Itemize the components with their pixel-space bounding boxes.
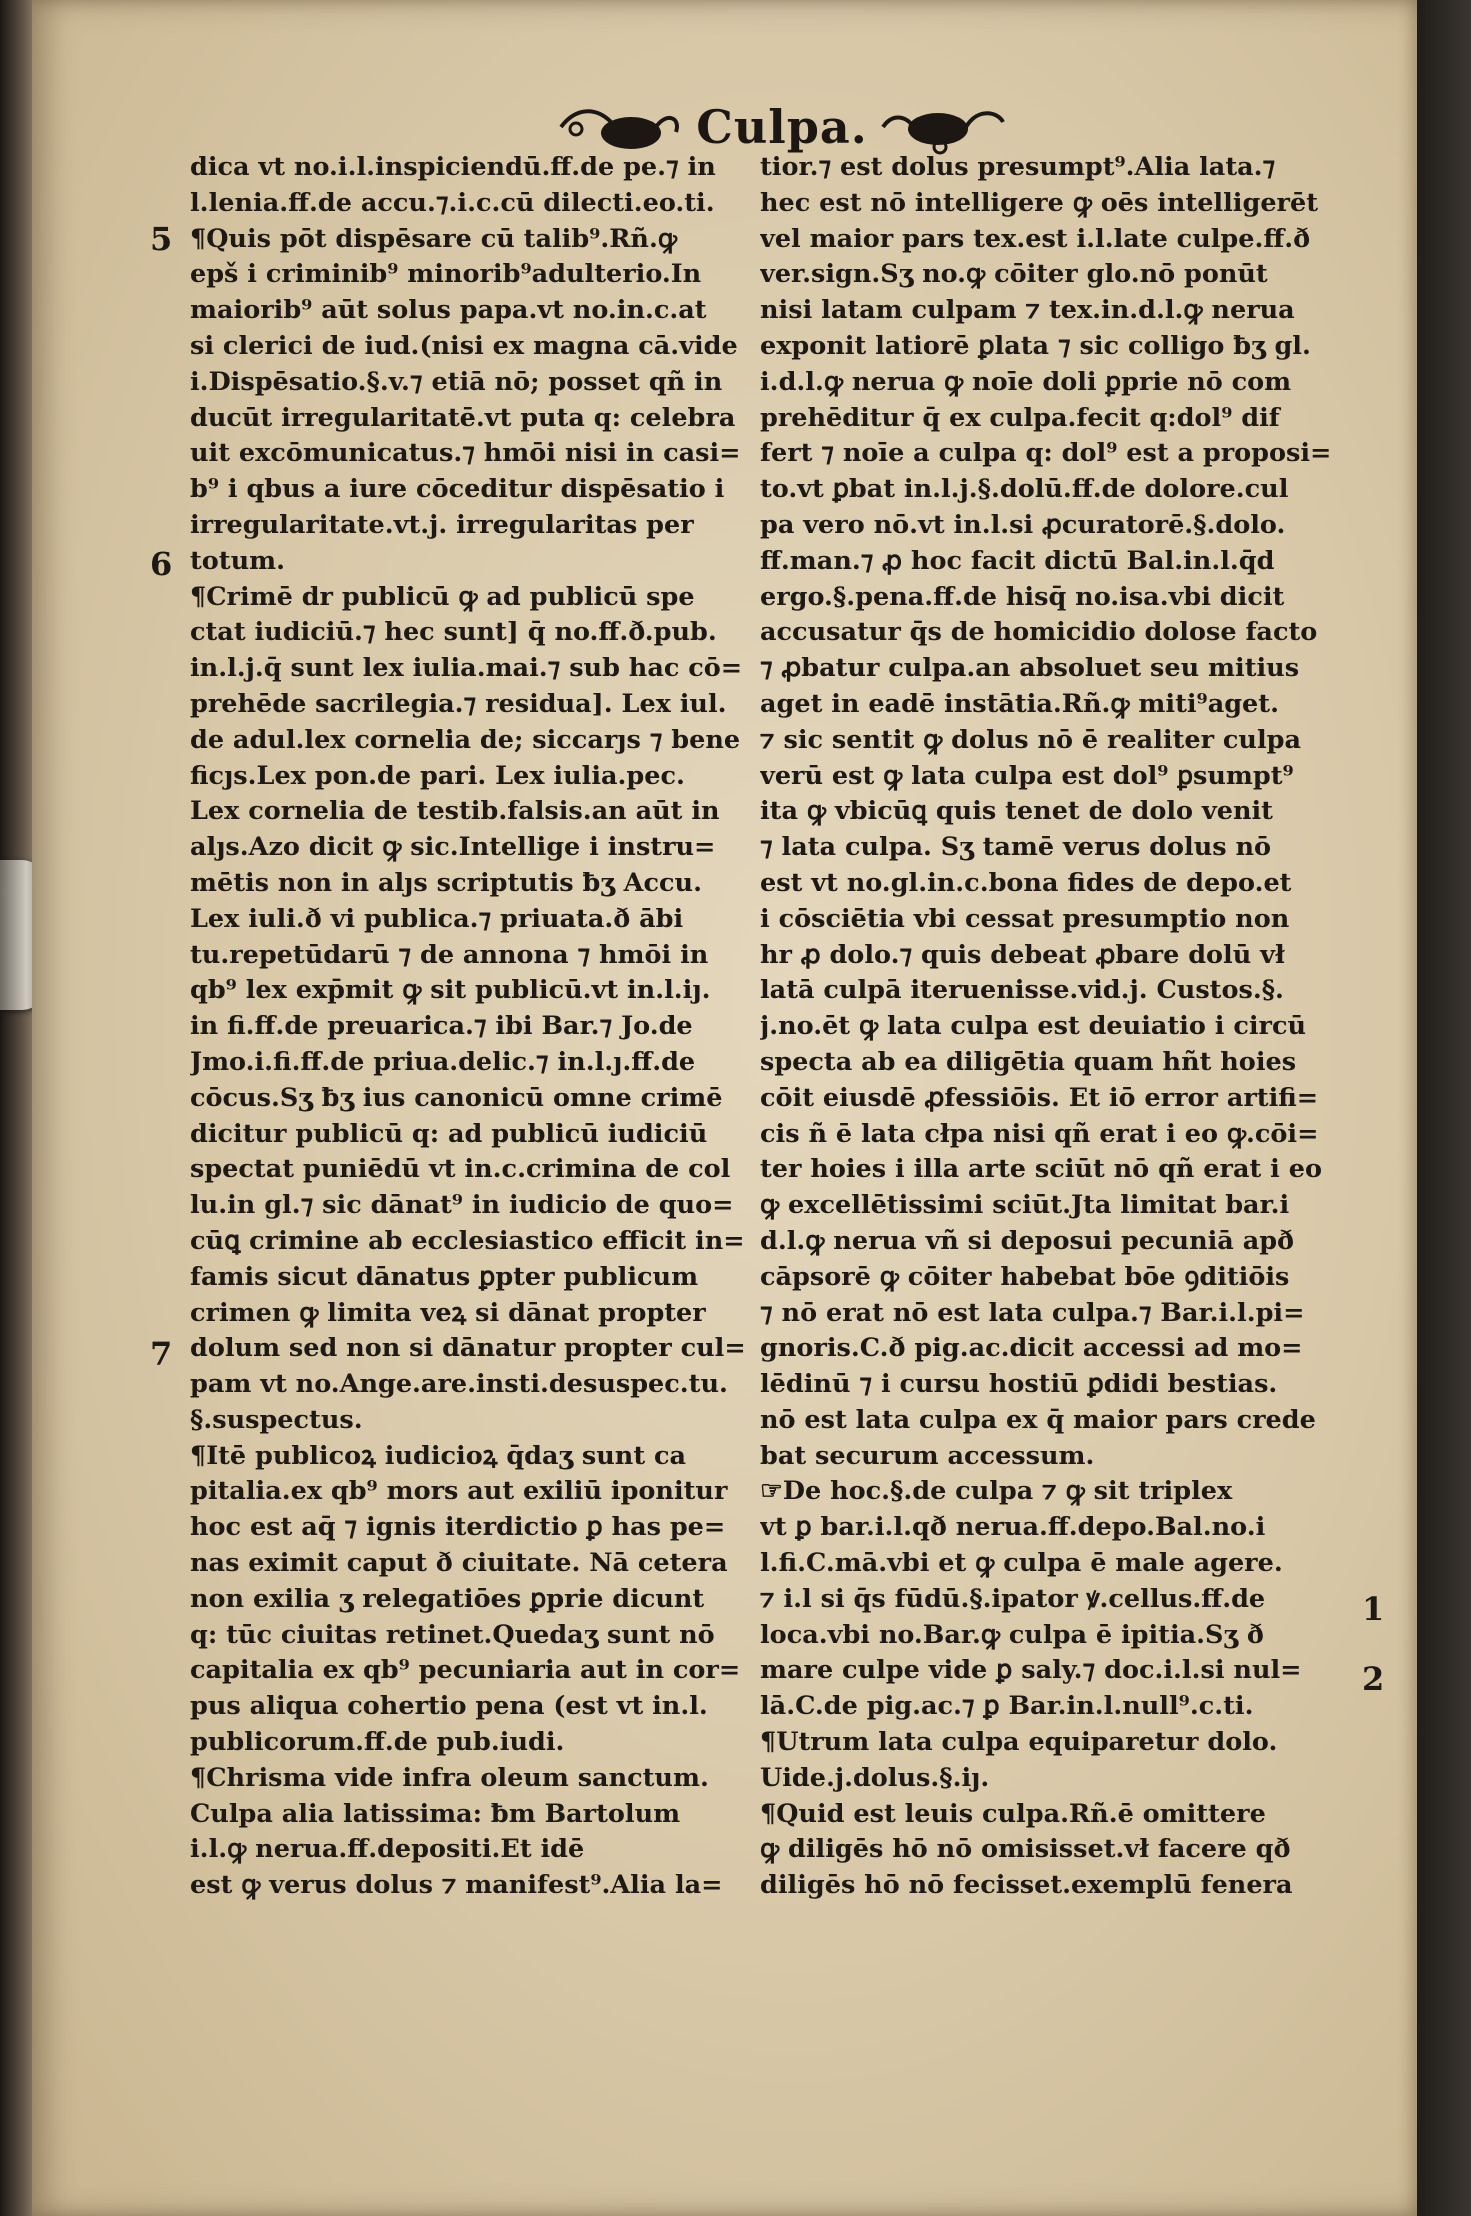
text-line: nisi latam culpam ⁊ tex.in.d.l.ꝙ nerua	[760, 295, 1295, 326]
text-line: exponit latiorē ꝑlata ⁊ sic colligo ƀʒ gl.	[760, 330, 1311, 361]
margin-number: 7	[150, 1335, 173, 1373]
text-line: ¶Quis pōt dispēsare cū talib⁹.Rñ.ꝙ	[190, 223, 677, 254]
right-ornament-icon	[878, 97, 1008, 157]
text-line: d.l.ꝙ nerua vñ si deposui pecuniā apð	[760, 1225, 1295, 1256]
text-line: latā culpā iteruenisse.vid.j. Custos.§.	[760, 975, 1284, 1006]
text-line: i.l.ꝙ nerua.ff.depositi.Et idē	[190, 1834, 585, 1865]
margin-number: 5	[150, 220, 173, 258]
text-line: aget in eadē instātia.Rñ.ꝙ miti⁹aget.	[760, 688, 1279, 719]
text-line: tior.⁊ est dolus presumpt⁹.Alia lata.⁊	[760, 152, 1276, 182]
text-line: Uide.j.dolus.§.iȷ.	[760, 1762, 990, 1793]
text-line: hec est nō intelligere ꝙ oēs intelligerēt	[760, 187, 1318, 218]
left-ornament-icon	[556, 97, 686, 157]
text-line: i.Dispēsatio.§.v.⁊ etiā nō; posset qñ in	[190, 366, 723, 397]
text-line: b⁹ i qbus a iure cōceditur dispēsatio i	[190, 474, 725, 505]
text-line: §.suspectus.	[190, 1404, 363, 1435]
text-line: ver.sign.Sʒ no.ꝙ cōiter glo.nō ponūt	[760, 259, 1268, 290]
text-line: dolum sed non si dānatur propter cul=	[190, 1333, 746, 1364]
margin-number: 6	[150, 545, 173, 583]
text-line: diligēs hō nō fecisset.exemplū fenera	[760, 1870, 1293, 1901]
text-line: cōit eiusdē ꝓfessiōis. Et iō error artifi=	[760, 1082, 1319, 1113]
text-line: in fi.ff.de preuarica.⁊ ibi Bar.⁊ Jo.de	[190, 1011, 693, 1042]
text-line: cūꝗ crimine ab ecclesiastico efficit in=	[190, 1225, 745, 1256]
text-line: dica vt no.i.l.inspiciendū.ff.de pe.⁊ in	[190, 152, 716, 182]
text-line: capitalia ex qb⁹ pecuniaria aut in cor=	[190, 1655, 741, 1686]
text-line: ctat iudiciū.⁊ hec sunt] q̄ no.ff.ð.pub.	[190, 617, 717, 648]
text-line: ⁊ nō erat nō est lata culpa.⁊ Bar.i.l.pi=	[760, 1297, 1305, 1328]
text-line: bat securum accessum.	[760, 1440, 1095, 1471]
margin-number: 2	[1362, 1660, 1385, 1698]
text-line: cōcus.Sʒ ƀʒ ius canonicū omne crimē	[190, 1082, 723, 1113]
text-line: maiorib⁹ aūt solus papa.vt no.in.c.at	[190, 295, 707, 326]
running-head-title: Culpa.	[696, 100, 868, 154]
text-line: hr ꝓ dolo.⁊ quis debeat ꝓbare dolū vł	[760, 939, 1285, 970]
text-line: accusatur q̄s de homicidio dolose facto	[760, 617, 1318, 648]
text-line: de adul.lex cornelia de; siccarȷs ⁊ bene	[190, 724, 741, 755]
text-line: ¶Crimē dr publicū ꝙ ad publicū spe	[190, 581, 695, 612]
text-line: ficȷs.Lex pon.de pari. Lex iulia.pec.	[190, 760, 685, 791]
text-line: ☞De hoc.§.de culpa ⁊ ꝙ sit triplex	[760, 1476, 1233, 1507]
text-line: famis sicut dānatus ꝑpter publicum	[190, 1261, 699, 1292]
text-line: Lex cornelia de testib.falsis.an aūt in	[190, 796, 720, 827]
text-line: ꝙ diligēs hō nō omisisset.vł facere qð	[760, 1834, 1291, 1865]
left-column	[190, 150, 780, 1904]
text-line: irregularitate.vt.j. irregularitas per	[190, 509, 694, 540]
text-line: to.vt ꝑbat in.l.j.§.dolū.ff.de dolore.cul	[760, 474, 1289, 505]
text-line: non exilia ʒ relegatiōes ꝑprie dicunt	[190, 1583, 705, 1614]
text-line: pam vt no.Ange.are.insti.desuspec.tu.	[190, 1369, 728, 1400]
text-line: est ꝙ verus dolus ⁊ manifest⁹.Alia la=	[190, 1870, 723, 1901]
text-line: Culpa alia latissima: ƀm Bartolum	[190, 1798, 681, 1829]
text-line: ⁊ ꝓbatur culpa.an absoluet seu mitius	[760, 653, 1300, 684]
text-line: mare culpe vide ꝑ saly.⁊ doc.i.l.si nul=	[760, 1655, 1302, 1686]
text-line: q: tūc ciuitas retinet.Quedaʒ sunt nō	[190, 1619, 715, 1650]
text-line: in.l.j.q̄ sunt lex iulia.mai.⁊ sub hac cō=	[190, 653, 743, 684]
text-line: ita ꝙ vbicūꝗ quis tenet de dolo venit	[760, 796, 1273, 827]
text-line: nas eximit caput ð ciuitate. Nā cetera	[190, 1548, 728, 1579]
text-line: l.lenia.ff.de accu.⁊.i.c.cū dilecti.eo.ti.	[190, 187, 715, 218]
text-line: tu.repetūdarū ⁊ de annona ⁊ hmōi in	[190, 939, 709, 970]
text-line: pus aliqua cohertio pena (est vt in.l.	[190, 1691, 708, 1722]
text-line: i.d.l.ꝙ nerua ꝙ noīe doli ꝑprie nō com	[760, 366, 1292, 397]
text-line: gnoris.C.ð pig.ac.dicit accessi ad mo=	[760, 1333, 1303, 1364]
text-line: mētis non in alȷs scriptutis ƀʒ Accu.	[190, 867, 702, 898]
text-line: l.fi.C.mā.vbi et ꝙ culpa ē male agere.	[760, 1548, 1283, 1579]
text-line: i cōsciētia vbi cessat presumptio non	[760, 903, 1290, 934]
text-line: prehēditur q̄ ex culpa.fecit q:dol⁹ dif	[760, 402, 1280, 433]
text-line: verū est ꝙ lata culpa est dol⁹ ꝑsumpt⁹	[760, 760, 1294, 791]
text-line: fert ⁊ noīe a culpa q: dol⁹ est a proposi=	[760, 438, 1332, 469]
text-line: lā.C.de pig.ac.⁊ ꝑ Bar.in.l.null⁹.c.ti.	[760, 1691, 1254, 1722]
text-line: totum.	[190, 545, 285, 576]
text-line: loca.vbi no.Bar.ꝙ culpa ē ipitia.Sʒ ð	[760, 1619, 1264, 1650]
text-line: nō est lata culpa ex q̄ maior pars crede	[760, 1404, 1316, 1435]
text-line: crimen ꝙ limita veꝝ si dānat propter	[190, 1297, 706, 1328]
page	[32, 0, 1417, 2216]
text-line: vt ꝑ bar.i.l.qð nerua.ff.depo.Bal.no.i	[760, 1512, 1266, 1543]
book-edge	[1411, 0, 1471, 2216]
text-line: Lex iuli.ð vi publica.⁊ priuata.ð ābi	[190, 903, 684, 934]
text-line: est vt no.gl.in.c.bona fides de depo.et	[760, 867, 1292, 898]
text-line: ff.man.⁊ ꝓ hoc facit dictū Bal.in.l.q̄d	[760, 545, 1275, 576]
text-line: ⁊ sic sentit ꝙ dolus nō ē realiter culpa	[760, 724, 1301, 755]
text-line: lu.in gl.⁊ sic dānat⁹ in iudicio de quo=	[190, 1190, 734, 1221]
text-line: hoc est aq̄ ⁊ ignis iterdictio ꝑ has pe=	[190, 1512, 726, 1543]
text-line: vel maior pars tex.est i.l.late culpe.ff.ð	[760, 223, 1311, 254]
text-line: ter hoies i illa arte sciūt nō qñ erat i eo	[760, 1154, 1322, 1185]
text-line: j.no.ēt ꝙ lata culpa est deuiatio i circū	[760, 1011, 1307, 1042]
text-line: prehēde sacrilegia.⁊ residua]. Lex iul.	[190, 688, 727, 719]
text-line: lēdinū ⁊ i cursu hostiū ꝑdidi bestias.	[760, 1369, 1278, 1400]
text-line: ergo.§.pena.ff.de hisq̄ no.isa.vbi dicit	[760, 581, 1285, 612]
text-line: qb⁹ lex exp̄mit ꝙ sit publicū.vt in.l.iȷ.	[190, 975, 711, 1006]
text-line: si clerici de iud.(nisi ex magna cā.vide	[190, 330, 738, 361]
text-line: spectat puniēdū vt in.c.crimina de col	[190, 1154, 731, 1185]
text-line: ⁊ lata culpa. Sʒ tamē verus dolus nō	[760, 832, 1272, 863]
text-line: ¶Utrum lata culpa equiparetur dolo.	[760, 1727, 1278, 1758]
text-line: ꝙ excellētissimi sciūt.Jta limitat bar.i	[760, 1190, 1290, 1221]
text-line: ¶Quid est leuis culpa.Rñ.ē omittere	[760, 1798, 1266, 1829]
text-line: cis ñ ē lata cłpa nisi qñ erat i eo ꝙ.cōi=	[760, 1118, 1319, 1149]
text-line: alȷs.Azo dicit ꝙ sic.Intellige i instru=	[190, 832, 716, 863]
text-line: ducūt irregularitatē.vt puta q: celebra	[190, 402, 736, 433]
text-line: dicitur publicū q: ad publicū iudiciū	[190, 1118, 708, 1149]
text-line: publicorum.ff.de pub.iudi.	[190, 1727, 565, 1758]
text-line: ¶Itē publicoꝝ iudicioꝝ q̄daʒ sunt ca	[190, 1440, 687, 1471]
text-line: specta ab ea diligētia quam hñt hoies	[760, 1046, 1297, 1077]
text-line: uit excōmunicatus.⁊ hmōi nisi in casi=	[190, 438, 741, 469]
text-line: Jmo.i.fi.ff.de priua.delic.⁊ in.l.ȷ.ff.de	[190, 1046, 696, 1077]
margin-number: 1	[1362, 1590, 1385, 1628]
text-line: pitalia.ex qb⁹ mors aut exiliū iponitur	[190, 1476, 728, 1507]
text-line: ⁊ i.l si q̄s fūdū.§.ipator ꝟ.cellus.ff.de	[760, 1583, 1266, 1614]
text-line: cāpsorē ꝙ cōiter habebat bōe ꝯditiōis	[760, 1261, 1290, 1292]
text-line: epš i criminib⁹ minorib⁹adulterio.In	[190, 259, 702, 290]
right-column	[760, 150, 1360, 1904]
text-line: ¶Chrisma vide infra oleum sanctum.	[190, 1762, 709, 1793]
text-line: pa vero nō.vt in.l.si ꝓcuratorē.§.dolo.	[760, 509, 1286, 540]
